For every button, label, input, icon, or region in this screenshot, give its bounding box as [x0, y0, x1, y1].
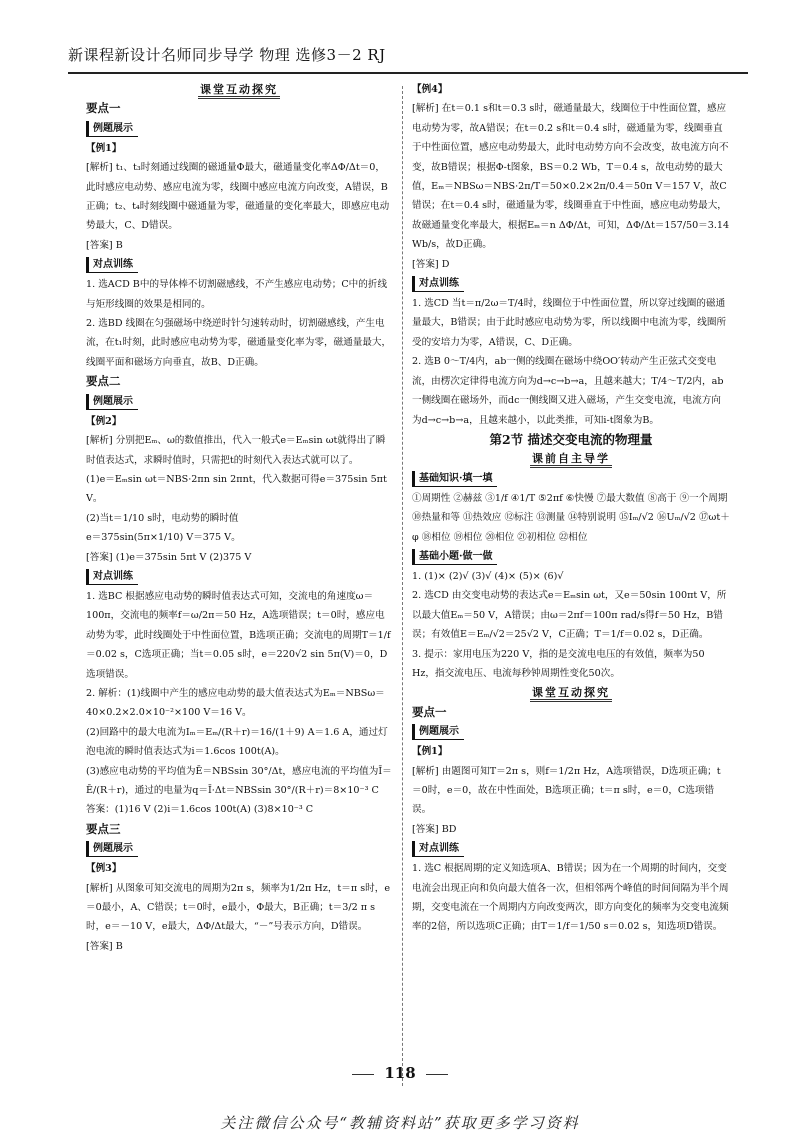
paragraph: (2)当t＝1/10 s时，电动势的瞬时值 [86, 512, 239, 524]
section-title-text: 课堂互动探究 [198, 83, 280, 99]
subsection-tag: 对点训练 [86, 257, 138, 273]
subsection-tag: 基础知识·填一填 [412, 471, 497, 487]
section-title [412, 683, 730, 702]
paragraph: [解析] 在t＝0.1 s和t＝0.3 s时，磁通量最大，线圈位于中性面位置，感应电动势为零，故A错误；在t＝0.2 s和t＝0.4 s时，磁通量为零，线圈垂直于中性面位置，感应电动势最大，此时电动势方向不会改变，故电流方向不变，故B错误；根据Φ-t图象，BS＝0.2 Wb，T＝0.4 s，故电动势的最大值，Eₘ＝NBSω＝NBS·2π/T＝50×0.2×2π/0.4＝50π V＝157 V，故C错误；在t＝0.4 s时，磁通量为零，线圈垂直于中性面，感应电动势最大，故磁通量变化率最大，根据Eₘ＝n ΔΦ/Δt，可知，ΔΦ/Δt＝157/50＝3.14 Wb/s，故D正确。 [412, 103, 730, 251]
example-label: 【例4】 [412, 84, 448, 95]
paragraph: 2. 解析：(1)线圈中产生的感应电动势的最大值表达式为Eₘ＝NBSω＝40×0.2×2.0×10⁻²×100 V＝16 V。 [86, 687, 385, 719]
example-label: 【例3】 [86, 863, 122, 875]
subsection-tag: 例题展示 [86, 841, 138, 857]
paragraph: 1. 选ACD B中的导体棒不切割磁感线，不产生感应电动势；C中的折线与矩形线圈的效果是相同的。 [86, 279, 388, 310]
key-point-heading: 要点一 [86, 101, 121, 116]
paragraph: [解析] 由题图可知T＝2π s，则f＝1/2π Hz，A选项错误，D选项正确；t＝0时，e＝0，故在中性面处，B选项正确；t＝π s时，e＝0，C选项错误。 [412, 765, 721, 816]
paragraph: [解析] 分别把Eₘ、ω的数值推出，代入一般式e＝Eₘsin ωt就得出了瞬时值表达式，求瞬时值时，只需把t的时刻代入表达式就可以了。 [86, 435, 386, 466]
key-point-heading: 要点三 [86, 821, 121, 836]
paragraph: [答案] BD [412, 823, 457, 835]
paragraph: e＝375sin(5π×1/10) V＝375 V。 [86, 532, 241, 544]
subsection-tag: 基础小题·做一做 [412, 549, 497, 565]
paragraph: 答案：(1)16 V (2)i＝1.6cos 100t(A) (3)8×10⁻³ C [86, 804, 314, 816]
paragraph: 2. 选BD 线圈在匀强磁场中绕逆时针匀速转动时，切割磁感线，产生电流，在t₁时刻，此时感应电动势为零，磁通量变化率为零，磁通量最大，线圈平面和磁场方向垂直，故B、D正确。 [86, 318, 392, 368]
left-column [86, 80, 392, 1090]
paragraph: [答案] B [86, 940, 123, 952]
chapter-title: 第2节 描述交变电流的物理量 [489, 431, 653, 447]
paragraph: 1. 选CD 当t＝π/2ω＝T/4时，线圈位于中性面位置，所以穿过线圈的磁通量最大，B错误；由于此时感应电动势为零，所以线圈中电流为零，线圈所受的安培力为零，A错误，C、D正确。 [412, 298, 727, 348]
subsection-tag: 例题展示 [86, 394, 138, 410]
key-point-heading: 要点二 [86, 374, 121, 389]
section-title [86, 80, 392, 99]
paragraph: [答案] D [412, 258, 450, 270]
header-rule [68, 72, 748, 74]
example-label: 【例2】 [86, 415, 122, 427]
paragraph: 1. 选BC 根据感应电动势的瞬时值表达式可知，交流电的角速度ω＝100π，交流电的频率f＝ω/2π＝50 Hz，A选项错误；t＝0时，感应电动势为零，此时线圈处于中性面位置，B选项正确；交流电的周期T＝1/f＝0.02 s，C选项正确；当t＝0.05 s时，e＝220√2 sin 5π(V)＝0，D选项错误。 [86, 590, 391, 680]
paragraph: 1. (1)× (2)√ (3)√ (4)× (5)× (6)√ [412, 570, 564, 582]
example-label: 【例1】 [86, 142, 122, 154]
paragraph: (2)回路中的最大电流为Iₘ＝Eₘ/(R＋r)＝16/(1＋9) A＝1.6 A，通过灯泡电流的瞬时值表达式为i＝1.6cos 100t(A)。 [86, 726, 388, 758]
section-title-text: 课堂互动探究 [530, 686, 612, 702]
paragraph: (3)感应电动势的平均值为Ē＝NBSsin 30°/Δt，感应电流的平均值为Ī＝Ē/(R＋r)，通过的电量为q＝Ī·Δt＝NBSsin 30°/(R＋r)＝8×10⁻³ C [86, 765, 392, 796]
paragraph: (1)e＝Eₘsin ωt＝NBS·2πn sin 2πnt，代入数据可得e＝375sin 5πt V。 [86, 473, 387, 505]
section-title [412, 449, 730, 468]
page-number: 118 [0, 1064, 800, 1082]
page-header: 新课程新设计名师同步导学 物理 选修3－2 RJ [68, 46, 386, 64]
column-divider [402, 86, 403, 1086]
example-label: 【例1】 [412, 746, 448, 758]
subsection-tag: 例题展示 [86, 121, 138, 137]
paragraph: [解析] t₁、t₃时刻通过线圈的磁通量Φ最大，磁通量变化率ΔΦ/Δt＝0，此时感应电动势、感应电流为零，线圈中感应电流方向改变，A错误，B正确；t₂、t₄时刻线圈中磁通量为零，磁通量的变化率最大，即感应电动势最大，C、D错误。 [86, 162, 390, 232]
key-point-heading: 要点一 [412, 704, 447, 719]
paragraph: 1. 选C 根据周期的定义知选项A、B错误；因为在一个周期的时间内，交变电流会出现正向和负向最大值各一次，但相邻两个峰值的时间间隔为半个周期，交变电流在一个周期内方向改变两次，即方向变化的频率为交变电流频率的2倍，所以选项C正确；由T＝1/f＝1/50 s＝0.02 s，知选项D错误。 [412, 863, 729, 933]
subsection-tag: 对点训练 [412, 841, 464, 857]
subsection-tag: 例题展示 [412, 724, 464, 740]
paragraph: 2. 选CD 由交变电动势的表达式e＝Eₘsin ωt，又e＝50sin 100πt V，所以最大值Eₘ＝50 V，A错误；由ω＝2πf＝100π rad/s得f＝50 Hz，B错误；有效值E＝Eₘ/√2＝25√2 V，C正确；T＝1/f＝0.02 s，D正确。 [412, 590, 727, 641]
paragraph: [答案] B [86, 239, 123, 251]
footer-note: 关注微信公众号“教辅资料站”获取更多学习资料 [220, 1114, 580, 1132]
paragraph: ①周期性 ②赫兹 ③1/f ④1/T ⑤2πf ⑥快慢 ⑦最大数值 ⑧高于 ⑨一个周期 ⑩热量和等 ⑪热效应 ⑫标注 ⑬测量 ⑭特别说明 ⑮Iₘ/√2 ⑯Uₘ/√2 ⑰ωt＋φ ⑱相位 ⑲相位 ⑳相位 ㉑初相位 ㉒相位 [412, 492, 730, 543]
subsection-tag: 对点训练 [412, 276, 464, 292]
paragraph: 3. 提示：家用电压为220 V，指的是交流电电压的有效值，频率为50 Hz，指交流电压、电流每秒钟周期性变化50次。 [412, 648, 705, 679]
subsection-tag: 对点训练 [86, 569, 138, 585]
paragraph: [答案] (1)e＝375sin 5πt V (2)375 V [86, 551, 252, 563]
paragraph: 2. 选B 0～T/4内，ab一侧的线圈在磁场中绕OO′转动产生正弦式交变电流，由楞次定律得电流方向为d→c→b→a，且越来越大；T/4～T/2内，ab一侧线圈在磁场外，而dc一侧线圈又进入磁场，产生交变电流，电流方向为d→c→b→a，且越来越小，以此类推，可知i-t图象为B。 [412, 356, 724, 426]
paragraph: [解析] 从图象可知交流电的周期为2π s，频率为1/2π Hz，t＝π s时，e＝0最小，A、C错误；t＝0时，e最小，Φ最大，B正确；t＝3/2 π s时，e＝－10 V，e最大，ΔΦ/Δt最大，“－”号表示方向，D错误。 [86, 882, 391, 933]
section-title-text: 课前自主导学 [530, 452, 612, 468]
right-column [412, 80, 730, 1090]
